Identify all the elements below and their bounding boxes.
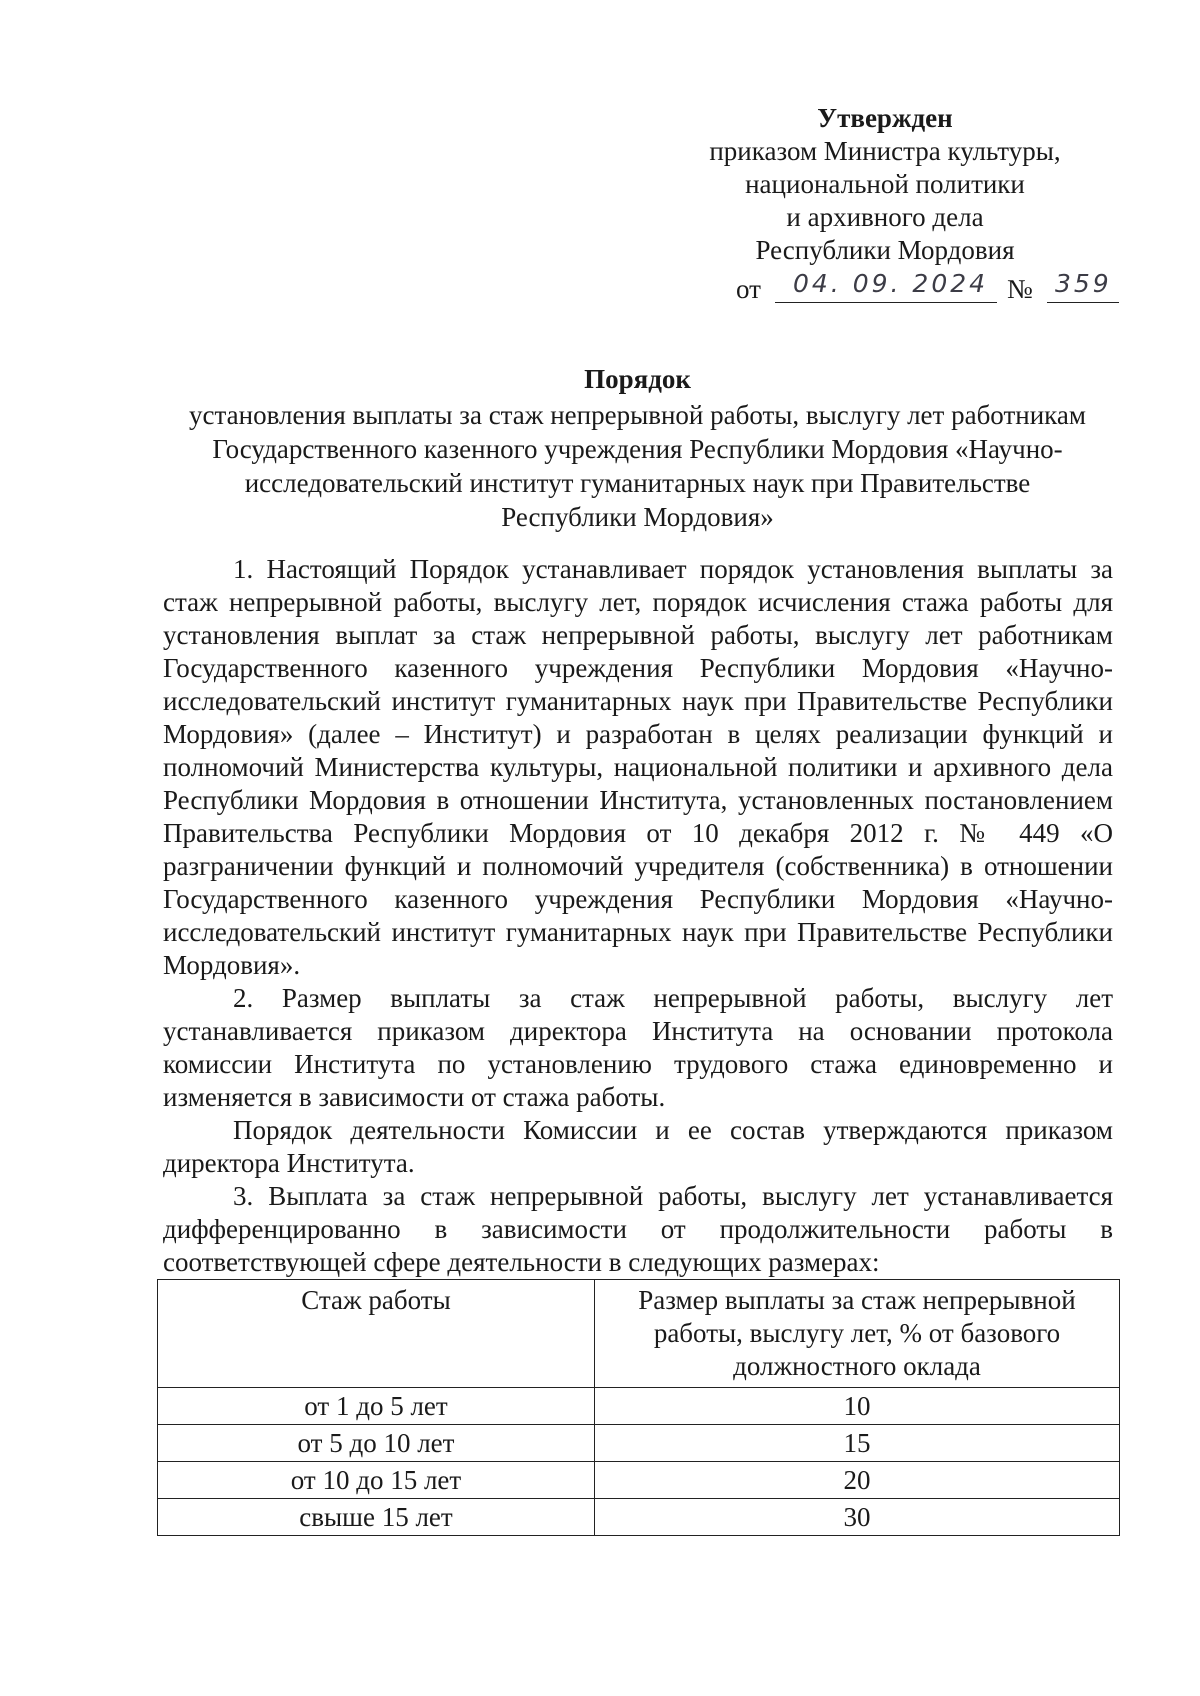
table-cell-experience: от 5 до 10 лет (158, 1425, 595, 1462)
table-header-experience: Стаж работы (158, 1280, 595, 1388)
table-cell-experience: свыше 15 лет (158, 1499, 595, 1536)
number-label: № (1007, 274, 1033, 304)
payment-rates-table (157, 1279, 1120, 1536)
approval-heading: Утвержден (817, 103, 953, 133)
number-blank (1047, 269, 1119, 303)
document-subtitle-line: Государственного казенного учреждения Республики Мордовия «Научно- (212, 434, 1063, 464)
paragraph-3: 3. Выплата за стаж непрерывной работы, выслугу лет устанавливается дифференцированно в зависимости от продолжительности работы в соответствующей сфере деятельности в следующих размерах: (163, 1181, 1113, 1277)
table-row (158, 1462, 1120, 1499)
table-cell-percent: 30 (595, 1499, 1120, 1536)
table-row (158, 1425, 1120, 1462)
paragraph-commission: Порядок деятельности Комиссии и ее состав утверждаются приказом директора Института. (163, 1115, 1113, 1178)
handwritten-date: 04. 09. 2024 (793, 269, 989, 298)
document-title-block (150, 362, 1125, 534)
table-cell-percent: 20 (595, 1462, 1120, 1499)
document-title: Порядок (584, 364, 691, 394)
document-subtitle-line: исследовательский институт гуманитарных наук при Правительстве (244, 468, 1031, 498)
table-header-payment: Размер выплаты за стаж непрерывной работы, выслугу лет, % от базового должностного оклада (595, 1280, 1120, 1388)
table-header-row (158, 1280, 1120, 1388)
approval-line: и архивного дела (786, 202, 984, 232)
paragraph-1: 1. Настоящий Порядок устанавливает порядок установления выплаты за стаж непрерывной работы, выслугу лет, порядок исчисления стажа работы для установления выплат за стаж непрерывной работы, выслугу лет работникам Государственного казенного учреждения Республики Мордовия «Научно-исследовательский институт гуманитарных наук при Правительстве Республики Мордовия» (далее – Институт) и разработан в целях реализации функций и полномочий Министерства культуры, национальной политики и архивного дела Республики Мордовия в отношении Института, установленных постановлением Правительства Республики Мордовия от 10 декабря 2012 г. № 449 «О разграничении функций и полномочий учредителя (собственника) в отношении Государственного казенного учреждения Республики Мордовия «Научно-исследовательский институт гуманитарных наук при Правительстве Республики Мордовия». (163, 554, 1113, 980)
table-cell-experience: от 1 до 5 лет (158, 1388, 595, 1425)
approval-line: Республики Мордовия (755, 235, 1015, 265)
table-row (158, 1388, 1120, 1425)
approval-line: национальной политики (745, 169, 1025, 199)
handwritten-number: 359 (1055, 269, 1112, 298)
document-subtitle-line: Республики Мордовия» (501, 502, 774, 532)
table-cell-percent: 15 (595, 1425, 1120, 1462)
approval-line: приказом Министра культуры, (709, 136, 1061, 166)
date-blank (775, 269, 997, 303)
approval-date-line (660, 269, 1110, 309)
table-cell-experience: от 10 до 15 лет (158, 1462, 595, 1499)
document-subtitle-line: установления выплаты за стаж непрерывной работы, выслугу лет работникам (189, 400, 1086, 430)
table-row (158, 1499, 1120, 1536)
paragraph-2: 2. Размер выплаты за стаж непрерывной работы, выслугу лет устанавливается приказом директора Института на основании протокола комиссии Института по установлению трудового стажа единовременно и изменяется в зависимости от стажа работы. (163, 983, 1113, 1112)
document-body (163, 553, 1113, 1279)
date-label: от (736, 274, 761, 304)
table-cell-percent: 10 (595, 1388, 1120, 1425)
approval-block (660, 102, 1110, 309)
